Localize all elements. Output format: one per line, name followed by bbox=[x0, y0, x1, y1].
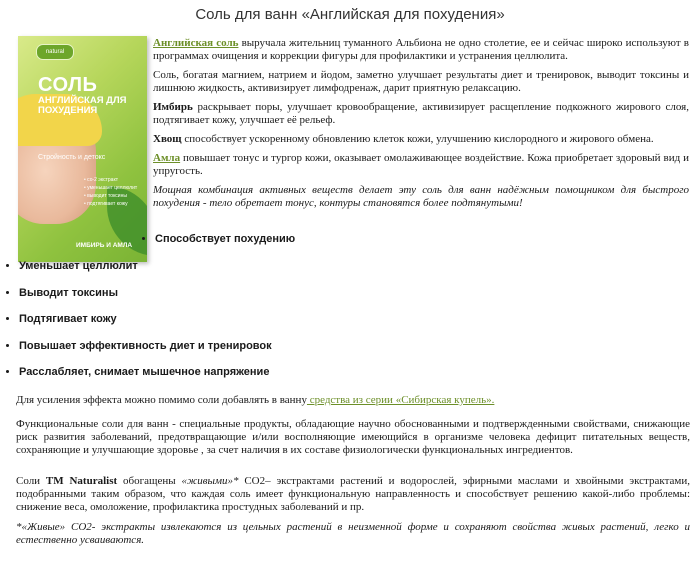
amla-link[interactable]: Амла bbox=[153, 152, 181, 164]
salt-paragraph: Соль, богатая магнием, натрием и йодом, заметно улучшает результаты диет и тренировок, выводит токсины и лишнюю жидкость, активизирует лимфодренаж, дарит приятную релаксацию. bbox=[153, 69, 689, 94]
ingredient-horsetail: Хвощ способствует ускоренному обновлению клеток кожи, улучшению кислородного и жирового обмена. bbox=[153, 133, 654, 145]
benefit-item: • Подтягивает кожу bbox=[19, 313, 272, 340]
siberian-series-link[interactable]: средства из серии «Сибирская купель». bbox=[306, 394, 495, 406]
enhance-paragraph: Для усиления эффекта можно помимо соли добавлять в ванну средства из серии «Сибирская купель». bbox=[16, 394, 495, 406]
benefit-item: • Выводит токсины bbox=[19, 287, 272, 314]
product-tagline: Стройность и детокс bbox=[38, 154, 106, 161]
benefits-list-first bbox=[140, 233, 295, 245]
english-salt-link[interactable]: Английская соль bbox=[153, 37, 239, 49]
functional-paragraph: Функциональные соли для ванн - специальные продукты, обладающие научно обоснованными и подтвержденными свойствами, снижающие риск развития заболеваний, предотвращающие и/или восполняющие имеющийся в организме человека дефицит питательных веществ, сохраняющие и улучшающие здоровье , за счет наличия в их составе физиологически функциональных ингредиентов. bbox=[16, 418, 690, 456]
brand-logo: natural bbox=[36, 44, 74, 60]
ingredient-ginger: Имбирь раскрывает поры, улучшает кровообращение, активизирует расщепление подкожного жирового слоя, подтягивает кожу, улучшает её рельеф. bbox=[153, 101, 689, 126]
ingredient-amla: Амла повышает тонус и тургор кожи, оказывает омолаживающее воздействие. Кожа приобретает здоровый вид и упругость. bbox=[153, 152, 689, 177]
benefits-list bbox=[4, 260, 272, 393]
benefit-item: • Расслабляет, снимает мышечное напряжение bbox=[19, 366, 272, 393]
product-bottom-label: ИМБИРЬ И АМЛА bbox=[76, 242, 133, 249]
benefit-item: • Уменьшает целлюлит bbox=[19, 260, 272, 287]
italic-note: Мощная комбинация активных веществ делает эту соль для ванн надёжным помощником для быстрого похудения - тело обретает тонус, контуры становятся более подтянутыми! bbox=[153, 184, 689, 209]
footnote: *«Живые» CO2- экстракты извлекаются из цельных растений в неизменной форме и сохраняют свойства живых растений, легко и естественно усваиваются. bbox=[16, 521, 690, 546]
product-features: • со-2 экстракт • уменьшает целлюлит • выводит токсины • подтягивает кожу bbox=[84, 177, 138, 207]
intro-paragraph: Английская соль выручала жительниц туманного Альбиона не одно столетие, ее и сейчас широко используют в программах очищения и коррекции фигуры для профилактики и устранения целлюлита. bbox=[153, 37, 689, 62]
benefit-item: • Повышает эффективность диет и тренировок bbox=[19, 340, 272, 367]
benefit-item: • Способствует похудению bbox=[155, 233, 295, 245]
product-image bbox=[18, 36, 147, 262]
description-block bbox=[153, 37, 689, 216]
naturalist-paragraph: Соли TM Naturalist обогащены «живыми»* CO2– экстрактами растений и водорослей, эфирными маслами и хвойными экстрактами, подобранными таким образом, что каждая соль имеет функциональную направленность и способствует решению какой-либо проблемы: снижение веса, омоложение, профилактика простудных заболеваний и пр. bbox=[16, 475, 690, 513]
page-title: Соль для ванн «Английская для похудения» bbox=[195, 6, 505, 23]
product-name-line2: АНГЛИЙСКАЯ ДЛЯ ПОХУДЕНИЯ bbox=[38, 95, 127, 116]
product-name-line1: СОЛЬ bbox=[38, 74, 98, 96]
